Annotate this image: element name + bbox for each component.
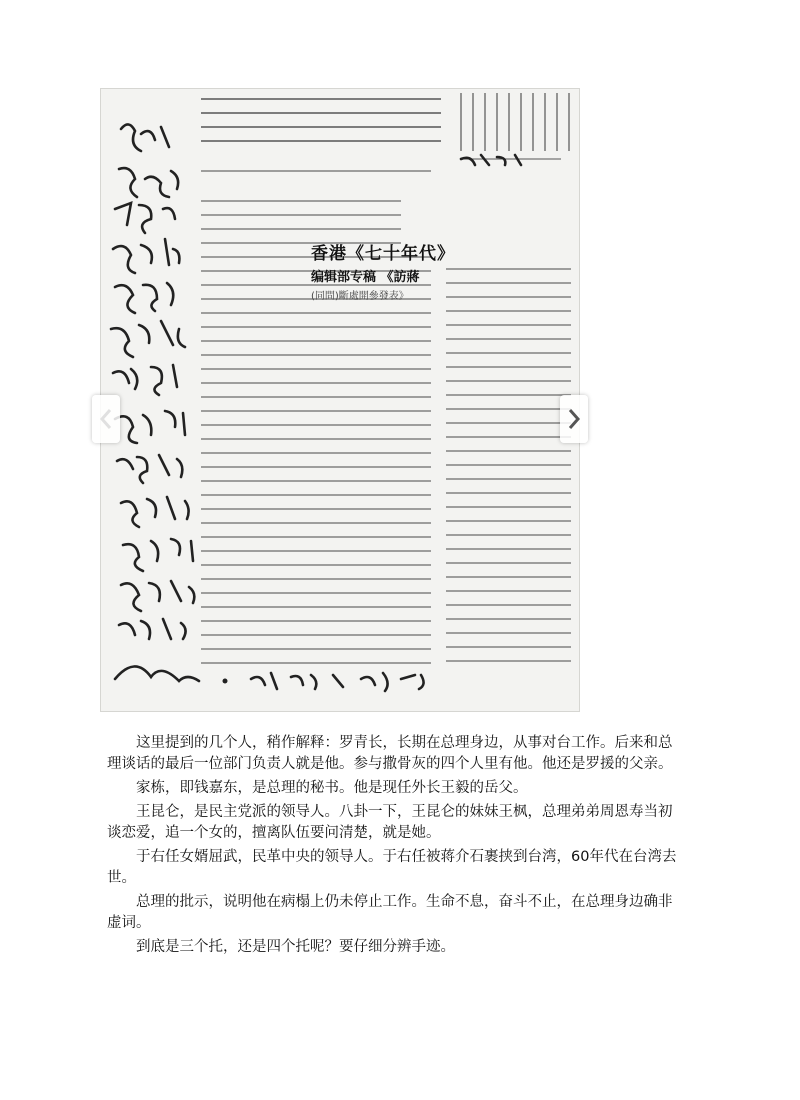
chevron-right-icon [567, 408, 581, 430]
scan-masthead-line1: 香港《七十年代》 [311, 244, 455, 264]
paragraph-5: 总理的批示，说明他在病榻上仍未停止工作。生命不息，奋斗不止，在总理身边确非虚词。 [107, 894, 673, 931]
article-body [107, 733, 683, 961]
next-image-button[interactable] [560, 395, 588, 443]
paragraph-6: 到底是三个托，还是四个托呢？要仔细分辨手迹。 [136, 939, 455, 955]
paragraph-3: 王昆仑，是民主党派的领导人。八卦一下，王昆仑的妹妹王枫，总理弟弟周恩寿当初谈恋爱，追一个女的，擅离队伍要问清楚，就是她。 [107, 804, 673, 841]
prev-image-button[interactable] [92, 395, 120, 443]
paragraph-1: 这里提到的几个人，稍作解释：罗青长，长期在总理身边，从事对台工作。后来和总理谈话的最后一位部门负责人就是他。参与撒骨灰的四个人里有他。他还是罗援的父亲。 [107, 735, 673, 772]
paragraph-4: 于右任女婿屈武，民革中央的领导人。于右任被蒋介石裹挟到台湾，60年代在台湾去世。 [107, 849, 677, 886]
scanned-document-image [100, 88, 580, 712]
chevron-left-icon [99, 408, 113, 430]
scan-masthead-line2: 编辑部专稿 《訪蔣 [311, 270, 420, 285]
scan-masthead [311, 239, 571, 302]
scan-masthead-line3: (同問)斷處開參發表》 [311, 291, 409, 302]
paragraph-2: 家栋，即钱嘉东，是总理的秘书。他是现任外长王毅的岳父。 [136, 780, 528, 796]
scan-artwork [101, 89, 579, 711]
